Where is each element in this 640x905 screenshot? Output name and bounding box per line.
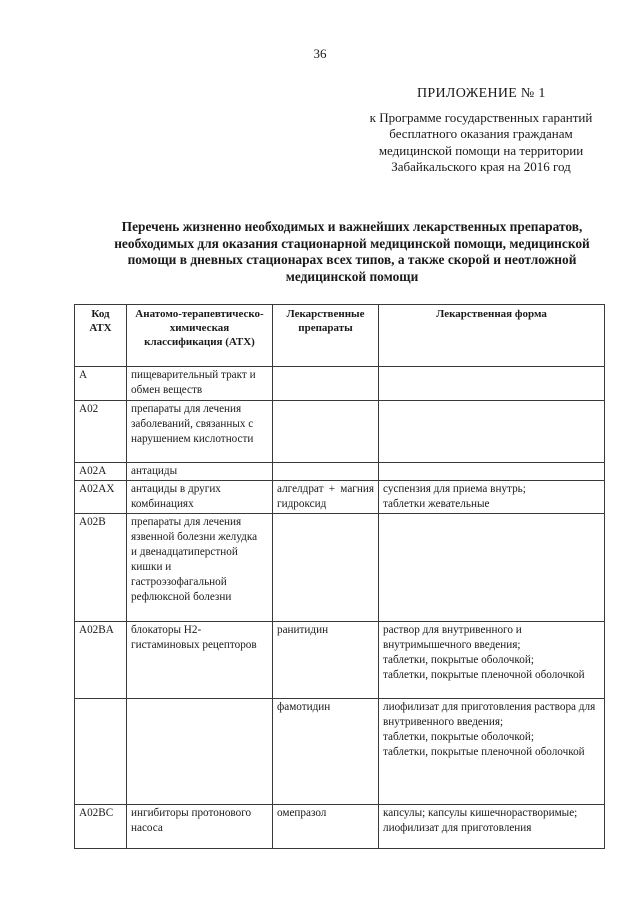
cell-drug <box>273 514 379 622</box>
cell-form <box>379 463 605 481</box>
cell-form: лиофилизат для приготовления раствора для внутривенного введения; таблетки, покрытые оболочкой; таблетки, покрытые пленочной оболочкой <box>379 699 605 805</box>
table-row <box>75 805 605 849</box>
cell-form: раствор для внутривенного и внутримышечного введения; таблетки, покрытые оболочкой; таблетки, покрытые пленочной оболочкой <box>379 622 605 699</box>
cell-drug <box>273 463 379 481</box>
cell-form <box>379 401 605 463</box>
table-row <box>75 463 605 481</box>
cell-classification: блокаторы H2-гистаминовых рецепторов <box>127 622 273 699</box>
cell-form <box>379 367 605 401</box>
cell-drug <box>273 401 379 463</box>
cell-classification: препараты для лечения заболеваний, связанных с нарушением кислотности <box>127 401 273 463</box>
cell-code <box>75 699 127 805</box>
document-heading: Перечень жизненно необходимых и важнейших лекарственных препаратов, необходимых для оказания стационарной медицинской помощи, медицинской помощи в дневных стационарах всех типов, а также скорой и неотложной медицинской помощи <box>114 219 590 284</box>
cell-drug: алгелдрат + магния гидроксид <box>273 481 379 514</box>
page-number: 36 <box>313 46 327 61</box>
header-code: Код АТХ <box>75 305 127 367</box>
appendix-subtitle: к Программе государственных гарантий бесплатного оказания гражданам медицинской помощи на территории Забайкальского края на 2016 год <box>369 110 593 175</box>
header-drugs: Лекарственные препараты <box>273 305 379 367</box>
cell-form: капсулы; капсулы кишечнорастворимые; лиофилизат для приготовления <box>379 805 605 849</box>
cell-drug: ранитидин <box>273 622 379 699</box>
cell-code: A02 <box>75 401 127 463</box>
table-row <box>75 514 605 622</box>
cell-form: суспензия для приема внутрь; таблетки жевательные <box>379 481 605 514</box>
cell-drug: омепразол <box>273 805 379 849</box>
cell-classification <box>127 699 273 805</box>
cell-classification: антациды <box>127 463 273 481</box>
header-form: Лекарственная форма <box>379 305 605 367</box>
cell-code: A02A <box>75 463 127 481</box>
table-row <box>75 367 605 401</box>
cell-classification: препараты для лечения язвенной болезни желудка и двенадцатиперстной кишки и гастроэзофагальной рефлюксной болезни <box>127 514 273 622</box>
table-row <box>75 699 605 805</box>
cell-code: A02B <box>75 514 127 622</box>
cell-code: A02AX <box>75 481 127 514</box>
header-classification: Анатомо-терапевтическо-химическая классификация (АТХ) <box>127 305 273 367</box>
cell-drug: фамотидин <box>273 699 379 805</box>
cell-classification: антациды в других комбинациях <box>127 481 273 514</box>
table-row <box>75 481 605 514</box>
cell-code: A02BA <box>75 622 127 699</box>
cell-drug <box>273 367 379 401</box>
cell-classification: ингибиторы протонового насоса <box>127 805 273 849</box>
appendix-title: ПРИЛОЖЕНИЕ № 1 <box>417 86 546 101</box>
table-row <box>75 401 605 463</box>
cell-code: A <box>75 367 127 401</box>
cell-form <box>379 514 605 622</box>
cell-code: A02BC <box>75 805 127 849</box>
table-header-row <box>75 305 605 367</box>
drug-list-table <box>74 304 605 849</box>
cell-classification: пищеварительный тракт и обмен веществ <box>127 367 273 401</box>
table-row <box>75 622 605 699</box>
